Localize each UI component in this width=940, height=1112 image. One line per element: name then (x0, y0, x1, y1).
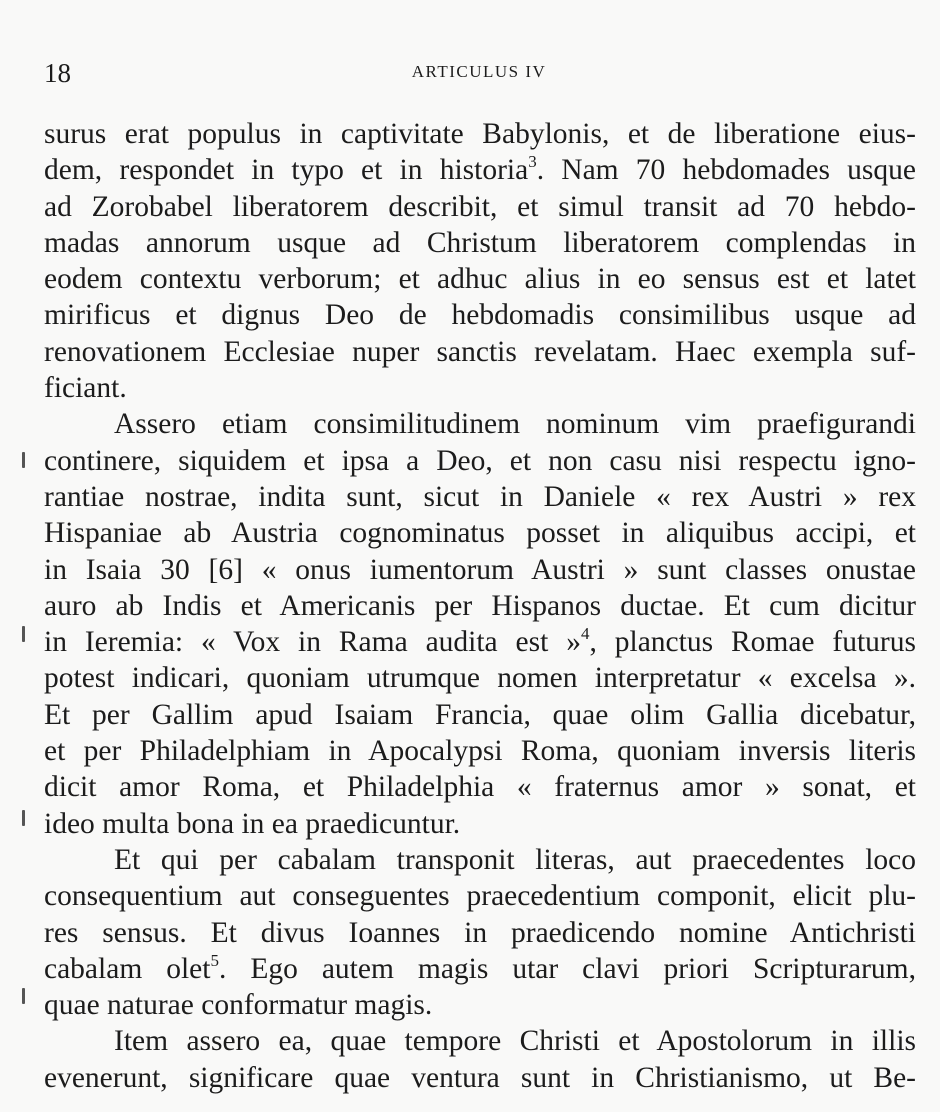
text-line (44, 406, 916, 442)
line-text: quae naturae conformatur magis. (44, 989, 433, 1022)
text-line (44, 116, 916, 152)
running-head (44, 58, 914, 90)
text-line (44, 842, 916, 878)
text-line (44, 261, 916, 297)
margin-mark (22, 626, 25, 642)
line-text: madas annorum usque ad Christum liberatorem complendas in (44, 226, 916, 259)
line-text: cabalam olet (44, 952, 211, 985)
text-line (44, 697, 916, 733)
text-line (44, 624, 916, 660)
line-text-continued: , planctus Romae futurus (589, 626, 916, 659)
line-text: ad Zorobabel liberatorem describit, et simul transit ad 70 hebdo- (44, 190, 916, 223)
text-line (44, 1060, 916, 1096)
line-text: et per Philadelphiam in Apocalypsi Roma, quoniam inversis literis (44, 735, 916, 768)
text-line (44, 987, 916, 1023)
line-text: in Isaia 30 [6] « onus iumentorum Austri » sunt classes onustae (44, 553, 916, 586)
text-line (44, 189, 916, 225)
line-text: eodem contextu verborum; et adhuc alius in eo sensus est et latet (44, 263, 916, 296)
body-text (44, 116, 916, 1096)
line-text: Et qui per cabalam transponit literas, aut praecedentes loco (114, 843, 916, 876)
line-text: rantiae nostrae, indita sunt, sicut in Daniele « rex Austri » rex (44, 480, 916, 513)
line-text: auro ab Indis et Americanis per Hispanos ductae. Et cum dicitur (44, 589, 916, 622)
line-text: ideo multa bona in ea praedicuntur. (44, 807, 461, 840)
line-text-continued: . Ego autem magis utar clavi priori Scripturarum, (218, 952, 916, 985)
line-text: Hispaniae ab Austria cognominatus posset in aliquibus accipi, et (44, 517, 916, 550)
text-line (44, 1023, 916, 1059)
text-line (44, 479, 916, 515)
line-text: evenerunt, significare quae ventura sunt in Christianismo, ut Be- (44, 1061, 916, 1094)
line-text: mirificus et dignus Deo de hebdomadis consimilibus usque ad (44, 299, 916, 332)
line-text: Et per Gallim apud Isaiam Francia, quae olim Gallia dicebatur, (44, 698, 916, 731)
text-line (44, 334, 916, 370)
text-line (44, 769, 916, 805)
text-line (44, 878, 916, 914)
margin-mark (22, 452, 25, 468)
line-text: dicit amor Roma, et Philadelphia « fraternus amor » sonat, et (44, 771, 916, 804)
text-line (44, 660, 916, 696)
line-text: potest indicari, quoniam utrumque nomen interpretatur « excelsa ». (44, 662, 916, 695)
text-line (44, 370, 916, 406)
margin-mark (22, 988, 25, 1004)
text-line (44, 951, 916, 987)
line-text: surus erat populus in captivitate Babylonis, et de liberatione eius- (44, 118, 916, 150)
text-line (44, 225, 916, 261)
line-text: in Ieremia: « Vox in Rama audita est » (44, 626, 581, 659)
line-text: continere, siquidem et ipsa a Deo, et non casu nisi respectu igno- (44, 444, 916, 477)
text-line (44, 733, 916, 769)
text-line (44, 806, 916, 842)
line-text: dem, respondet in typo et in historia (44, 154, 529, 187)
text-line (44, 297, 916, 333)
text-line (44, 552, 916, 588)
line-text: Assero etiam consimilitudinem nominum vim praefigurandi (114, 408, 916, 441)
chapter-header: ARTICULUS IV (411, 62, 547, 81)
line-text: Item assero ea, quae tempore Christi et Apostolorum in illis (114, 1025, 916, 1058)
text-line (44, 515, 916, 551)
text-line (44, 588, 916, 624)
line-text: res sensus. Et divus Ioannes in praedicendo nomine Antichristi (44, 916, 916, 949)
text-line (44, 443, 916, 479)
page-number: 18 (44, 58, 71, 88)
line-text: consequentium aut conseguentes praecedentium componit, elicit plu- (44, 880, 916, 913)
margin-mark (22, 810, 25, 826)
line-text-continued: . Nam 70 hebdomades usque (536, 154, 916, 187)
text-line (44, 152, 916, 188)
footnote-reference: 3 (528, 152, 537, 172)
footnote-reference: 5 (210, 950, 219, 970)
line-text: ficiant. (44, 372, 127, 405)
text-line (44, 915, 916, 951)
footnote-reference: 4 (580, 624, 590, 644)
line-text: renovationem Ecclesiae nuper sanctis revelatam. Haec exempla suf- (44, 335, 916, 368)
